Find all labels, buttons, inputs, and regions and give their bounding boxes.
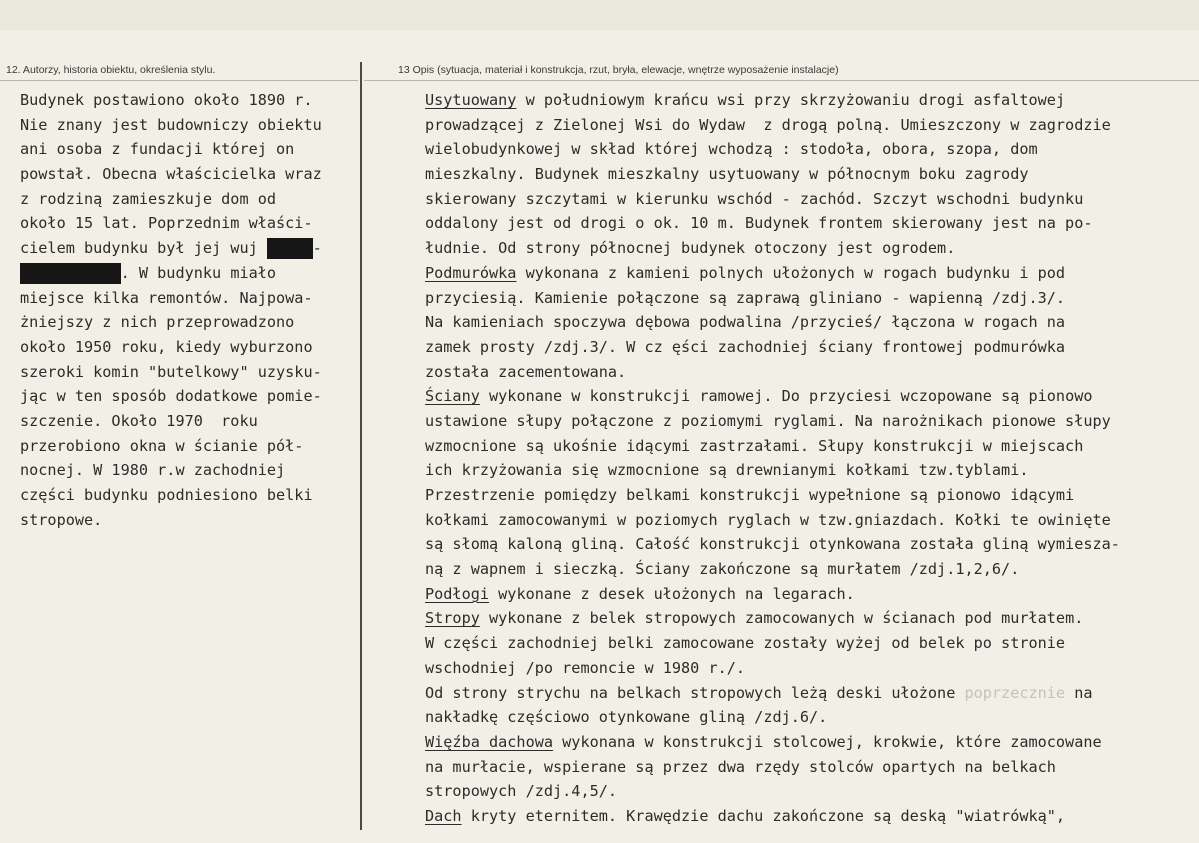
text-run: wykonane z desek ułożonych na legarach. [489,584,855,603]
text-run: wykonana w konstrukcji stolcowej, krokwie, które zamocowane [553,732,1102,751]
text-run: nocnej. W 1980 r.w zachodniej [20,461,286,480]
text-line [20,458,360,483]
text-run: powstał. Obecna właścicielka wraz [20,165,322,184]
header-rule-left [0,80,358,81]
text-run: przerobiono okna w ścianie pół- [20,436,304,455]
history-text-column [20,88,360,532]
text-line [20,360,360,385]
text-run: ani osoba z fundacji której on [20,140,295,159]
column-divider [360,62,362,830]
text-run: na [1065,683,1093,702]
text-run: stropowych /zdj.4,5/. [425,782,618,801]
text-line [20,409,360,434]
section-keyword: Ściany [425,387,480,406]
page-top-edge [0,0,1199,30]
text-line [20,88,360,113]
text-run: około 15 lat. Poprzednim właści- [20,214,313,233]
text-run: części budynku podniesiono belki [20,486,313,504]
text-run: kołkami zamocowanymi w poziomych ryglach w tzw.gniazdach. Kołki te owinięte [425,510,1111,529]
text-line [425,384,1190,409]
section-13-header: 13 Opis (sytuacja, materiał i konstrukcja, rzut, bryła, elewacje, wnętrze wyposażenie instalacje) [398,64,839,76]
text-line [425,335,1190,360]
section-keyword: Więźba dachowa [425,732,554,751]
text-run: kryty eternitem. Krawędzie dachu zakończone są deską "wiatrówką", [461,806,1066,825]
text-line [425,582,1190,607]
text-line [425,310,1190,335]
text-run: została zacementowana. [425,362,627,381]
text-line [425,730,1190,755]
text-run: skierowany szczytami w kierunku wschód - zachód. Szczyt wschodni budynku [425,189,1084,208]
text-line [425,656,1190,681]
text-run: w południowym krańcu wsi przy skrzyżowaniu drogi asfaltowej [516,91,1066,109]
text-line [425,211,1190,236]
text-run: zamek prosty /zdj.3/. W cz ęści zachodniej ściany frontowej podmurówka [425,337,1066,356]
text-run: Na kamieniach spoczywa dębowa podwalina /przycieś/ łączona w rogach na [425,313,1066,332]
text-run: nakładkę częściowo otynkowane gliną /zdj.6/. [425,708,828,727]
faded-word: poprzecznie [964,683,1066,702]
text-run: przyciesią. Kamienie połączone są zaprawą gliniano - wapienną /zdj.3/. [425,288,1066,307]
text-run: Przestrzenie pomiędzy belkami konstrukcji wypełnione są pionowo idącymi [425,486,1075,504]
text-line [20,113,360,138]
text-run: jąc w ten sposób dodatkowe pomie- [20,387,322,406]
text-line [20,286,360,311]
text-line [20,483,360,508]
text-line [20,211,360,236]
text-run: stropowe. [20,510,103,529]
section-keyword: Usytuowany [425,91,517,109]
text-line [425,804,1190,829]
text-run: Od strony strychu na belkach stropowych leżą deski ułożone [425,683,965,702]
text-run: Nie znany jest budowniczy obiektu [20,115,322,134]
text-line [425,705,1190,730]
text-run: cielem budynku był jej wuj [20,239,267,258]
text-line [20,508,360,533]
text-line [20,162,360,187]
text-run: - [312,239,322,258]
text-run: . W budynku miało [120,263,277,282]
text-run: około 1950 roku, kiedy wyburzono [20,337,313,356]
text-run: na murłacie, wspierane są przez dwa rzędy stolców opartych na belkach [425,757,1056,776]
section-keyword: Stropy [425,609,480,628]
text-run: oddalony jest od drogi o ok. 10 m. Budynek frontem skierowany jest na po- [425,214,1093,233]
text-run: żniejszy z nich przeprowadzono [20,313,295,332]
text-run: prowadzącej z Zielonej Wsi do Wydaw z drogą polną. Umieszczony w zagrodzie [425,115,1111,134]
text-line [425,779,1190,804]
text-line [425,187,1190,212]
text-line [425,508,1190,533]
text-line [20,236,360,261]
text-line [20,187,360,212]
text-run: mieszkalny. Budynek mieszkalny usytuowany w północnym boku zagrody [425,165,1029,184]
text-run: z rodziną zamieszkuje dom od [20,189,277,208]
text-line [20,137,360,162]
header-rule-right [364,80,1199,81]
section-keyword: Podmurówka [425,263,517,282]
redaction-bar [267,238,313,259]
text-line [425,532,1190,557]
text-line [20,335,360,360]
text-run: szczenie. Około 1970 roku [20,411,258,430]
text-line [425,458,1190,483]
text-line [425,261,1190,286]
text-run: szeroki komin "butelkowy" uzysku- [20,362,322,381]
text-line [20,434,360,459]
text-line [425,631,1190,656]
text-run: Budynek postawiono około 1890 r. [20,91,313,109]
text-run: wielobudynkowej w skład której wchodzą : stodoła, obora, szopa, dom [425,140,1038,159]
text-line [425,681,1190,706]
text-line [425,113,1190,138]
section-12-header: 12. Autorzy, historia obiektu, określenia stylu. [6,64,216,76]
section-keyword: Podłogi [425,584,490,603]
text-line [20,261,360,286]
section-keyword: Dach [425,806,462,825]
text-run: ustawione słupy połączone z poziomymi ryglami. Na narożnikach pionowe słupy [425,411,1111,430]
text-line [425,286,1190,311]
text-line [425,606,1190,631]
text-run: wschodniej /po remoncie w 1980 r./. [425,658,746,677]
text-line [425,360,1190,385]
text-line [425,755,1190,780]
text-line [20,384,360,409]
text-run: wykonane z belek stropowych zamocowanych w ścianach pod murłatem. [479,609,1084,628]
text-line [425,409,1190,434]
text-line [425,483,1190,508]
text-line [425,236,1190,261]
text-line [425,88,1190,113]
text-line [425,162,1190,187]
text-run: ich krzyżowania się wzmocnione są drewnianymi kołkami tzw.tyblami. [425,461,1029,480]
text-run: wzmocnione są ukośnie idącymi zastrzałami. Słupy konstrukcji w miejscach [425,436,1084,455]
text-line [425,557,1190,582]
text-run: W części zachodniej belki zamocowane zostały wyżej od belek po stronie [425,634,1066,653]
text-run: miejsce kilka remontów. Najpowa- [20,288,313,307]
text-line [425,137,1190,162]
text-run: łudnie. Od strony północnej budynek otoczony jest ogrodem. [425,239,956,258]
redaction-bar [20,263,121,284]
description-text-column [425,88,1190,829]
text-line [20,310,360,335]
text-run: wykonane w konstrukcji ramowej. Do przyciesi wczopowane są pionowo [479,387,1093,406]
text-run: są słomą kaloną gliną. Całość konstrukcji otynkowana została gliną wymiesza- [425,535,1120,554]
text-run: wykonana z kamieni polnych ułożonych w rogach budynku i pod [516,263,1066,282]
text-line [425,434,1190,459]
text-run: ną z wapnem i sieczką. Ściany zakończone są murłatem /zdj.1,2,6/. [425,560,1020,579]
